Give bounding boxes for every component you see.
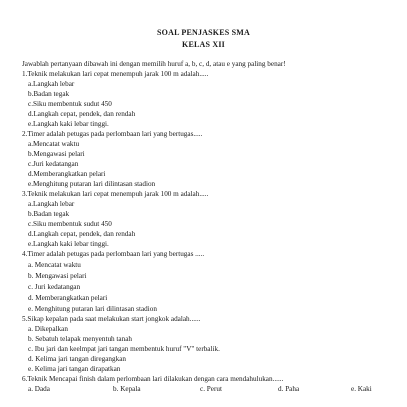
q1-option-c: c.Siku membentuk sudut 450 [28,100,112,108]
q4-option-c: c. Juri kedatangan [28,283,81,291]
question-3: 3.Teknik melakukan lari cepat menempuh jarak 100 m adalah..... [22,190,209,198]
q6-option-e: e. Kaki [351,385,372,393]
q3-option-a: a.Langkah lebar [28,200,75,208]
q5-option-d: d. Kelima jari tangan diregangkan [28,355,126,363]
q6-option-c: c. Perut [200,385,222,393]
question-2: 2.Timer adalah petugas pada perlombaan lari yang bertugas..... [22,130,203,138]
q3-option-b: b.Badan tegak [28,210,70,218]
q5-option-c: c. Ibu jari dan keelmpat jari tangan membentuk huruf "V" terbalik. [28,345,220,353]
q3-option-d: d.Langkah cepat, pendek, dan rendah [28,230,136,238]
q6-option-a: a. Dada [28,385,50,393]
q6-option-b: b. Kepala [113,385,141,393]
instruction-text: Jawablah pertanyaan dibawah ini dengan memilih huruf a, b, c, d, atau e yang paling benar! [22,60,286,68]
q1-option-b: b.Badan tegak [28,90,70,98]
q5-option-e: e. Kelima jari tangan dirapatkan [28,365,121,373]
question-4: 4.Timer adalah petugas pada perlombaan lari yang bertugas ..... [22,250,205,258]
q1-option-d: d.Langkah cepat, pendek, dan rendah [28,110,136,118]
q5-option-a: a. Dikepalkan [28,325,68,333]
q4-option-b: b. Mengawasi pelari [28,272,87,280]
q2-option-a: a.Mencatat waktu [28,140,80,148]
q2-option-e: e.Menghitung putaran lari dilintasan stadion [28,180,156,188]
question-5: 5.Sikap kepalan pada saat melakukan start jongkok adalah...... [22,315,201,323]
q2-option-c: c.Juri kedatangan [28,160,79,168]
q4-option-d: d. Memberangkatkan pelari [28,294,108,302]
q3-option-e: e.Langkah kaki lebar tinggi. [28,240,109,248]
q6-option-d: d. Paha [278,385,300,393]
q5-option-b: b. Sebatuh telapak menyentuh tanah [28,335,132,343]
q3-option-c: c.Siku membentuk sudut 450 [28,220,112,228]
q2-option-d: d.Memberangkatkan pelari [28,170,106,178]
q2-option-b: b.Mengawasi pelari [28,150,85,158]
q1-option-e: e.Langkah kaki lebar tinggi. [28,120,109,128]
q4-option-e: e. Menghitung putaran lari dilintasan stadion [28,305,157,313]
q4-option-a: a. Mencatat waktu [28,261,81,269]
q1-option-a: a.Langkah lebar [28,80,75,88]
page-subtitle: KELAS XII [182,40,225,49]
q6-options-row [28,385,388,394]
question-1: 1.Teknik melakukan lari cepat menempuh jarak 100 m adalah..... [22,70,209,78]
question-6: 6.Teknik Mencapai finish dalam perlombaan lari dilakukan dengan cara mendahulukan...... [22,375,284,383]
page-title: SOAL PENJASKES SMA [157,28,250,37]
